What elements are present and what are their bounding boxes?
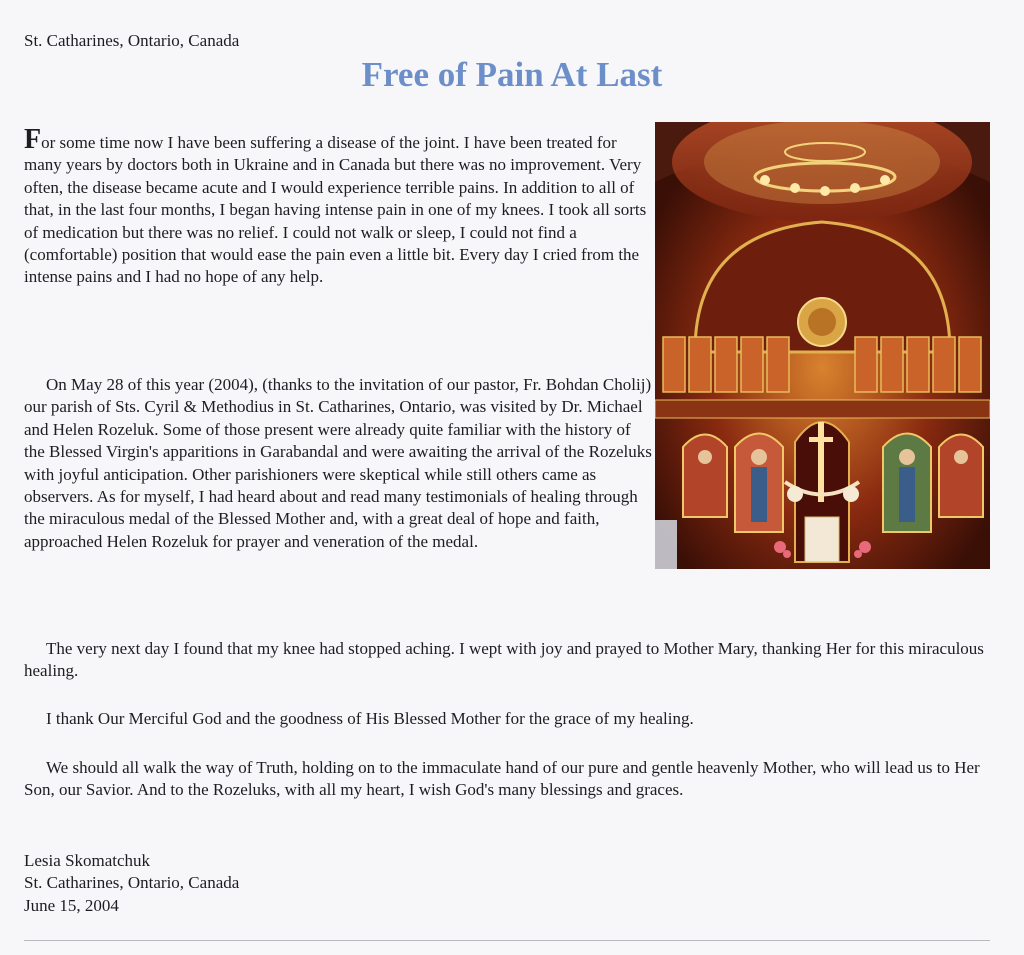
header-location: St. Catharines, Ontario, Canada <box>24 31 240 50</box>
signature-block <box>24 850 239 917</box>
signature-location: St. Catharines, Ontario, Canada <box>24 873 240 893</box>
church-iconostasis-photo <box>655 122 990 569</box>
page-title: Free of Pain At Last <box>361 55 663 94</box>
paragraph-3: The very next day I found that my knee had stopped aching. I wept with joy and prayed to Mother Mary, thanking Her for this miraculous healing. <box>24 639 984 681</box>
paragraph-1-text: or some time now I have been suffering a disease of the joint. I have been treated for many years by doctors both in Ukraine and in Canada but there was no improvement. Very often, the disease became acute and I would experience terrible pains. In addition to all of that, in the last four months, I began having intense pain in one of my knees. I took all sorts of medication but there was no relief. I could not walk or sleep, I could not find a (comfortable) position that would ease the pain even a little bit. Every day I cried from the intense pains and I had no hope of any help. <box>24 133 647 287</box>
paragraph-2: On May 28 of this year (2004), (thanks to the invitation of our pastor, Fr. Bohdan Cholij) our parish of Sts. Cyril & Methodius in St. Catharines, Ontario, was visited by Dr. Michael and Helen Rozeluk. Some of those present were already quite familiar with the history of the Blessed Virgin's apparitions in Garabandal and were awaiting the arrival of the Rozeluks with joyful anticipation. Other parishioners were skeptical while still others came as observers. As for myself, I had heard about and read many testimonials of healing through the miraculous medal of the Blessed Mother and, with a great deal of hope and faith, approached Helen Rozeluk for prayer and veneration of the medal. <box>24 375 652 551</box>
signature-name: Lesia Skomatchuk <box>24 851 151 870</box>
drop-cap: F <box>24 124 42 155</box>
paragraph-4: I thank Our Merciful God and the goodness of His Blessed Mother for the grace of my healing. <box>46 709 694 728</box>
bottom-divider <box>24 940 990 941</box>
signature-date: June 15, 2004 <box>24 895 119 915</box>
paragraph-5: We should all walk the way of Truth, holding on to the immaculate hand of our pure and gentle heavenly Mother, who will lead us to Her Son, our Savior. And to the Rozeluks, with all my heart, I wish God's many blessings and graces. <box>24 758 980 800</box>
paragraph-1 <box>24 124 652 289</box>
iconostasis-illustration <box>655 122 990 569</box>
